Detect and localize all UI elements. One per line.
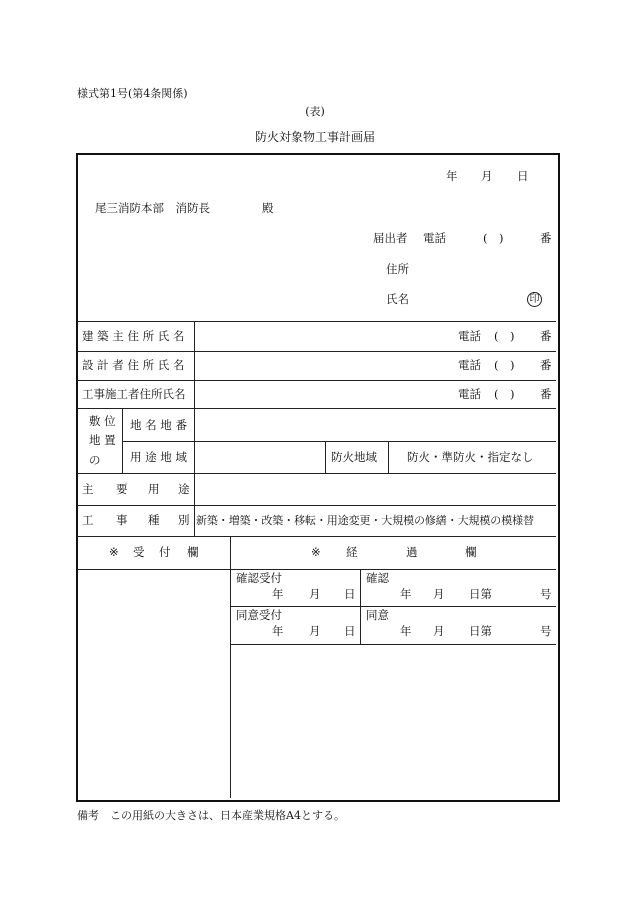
work-type-label-char: 工 [82, 513, 94, 527]
contractor-phone-suffix: 番 [540, 387, 552, 401]
submitter-label: 届出者 [373, 231, 408, 245]
work-type-label-char: 別 [178, 513, 190, 527]
consent-month: 月 [433, 624, 445, 638]
main-use-label-char: 用 [148, 482, 160, 496]
date-year: 年 [446, 169, 458, 183]
row-divider [230, 644, 556, 645]
progress-header-char: 過 [406, 545, 418, 559]
date-day: 日 [517, 169, 529, 183]
confirm-number-suffix: 号 [540, 587, 552, 601]
column-divider [122, 408, 123, 473]
seal-mark: 印 [527, 292, 542, 307]
owner-label: 建 築 主 住 所 氏 名 [82, 329, 185, 343]
designer-phone-suffix: 番 [540, 358, 552, 372]
column-divider [230, 536, 231, 798]
confirm-label: 確認 [366, 571, 389, 585]
reception-header-char: ※ [109, 545, 119, 559]
zoning-label: 用 途 地 域 [130, 450, 187, 464]
row-divider [77, 380, 556, 381]
consent-receipt-year: 年 [272, 624, 284, 638]
address-label: 住所 [386, 262, 409, 276]
form-frame [76, 153, 560, 802]
addressee: 尾三消防本部 消防長 [95, 201, 210, 215]
submitter-phone-suffix: 番 [540, 231, 552, 245]
reception-header-char: 欄 [187, 545, 199, 559]
row-divider [77, 408, 556, 409]
progress-header-char: 欄 [465, 545, 477, 559]
confirm-receipt-label: 確認受付 [236, 571, 282, 585]
row-divider [122, 441, 556, 442]
designer-phone-parens: ( ) [494, 358, 515, 372]
row-divider [77, 505, 556, 506]
contractor-label: 工事施工者住所氏名 [82, 387, 186, 401]
owner-phone-parens: ( ) [494, 329, 515, 343]
form-number: 様式第1号(第4条関係) [77, 87, 188, 100]
owner-phone-suffix: 番 [540, 329, 552, 343]
designer-phone-label: 電話 [458, 358, 481, 372]
confirm-year: 年 [400, 587, 412, 601]
row-divider [77, 351, 556, 352]
column-divider [388, 441, 389, 473]
confirm-receipt-day: 日 [344, 587, 356, 601]
work-type-label-char: 種 [148, 513, 160, 527]
confirm-receipt-year: 年 [272, 587, 284, 601]
site-group-label-line1: 敷 位 [89, 414, 116, 428]
consent-year: 年 [400, 624, 412, 638]
row-divider [77, 321, 556, 322]
consent-receipt-month: 月 [309, 624, 321, 638]
column-divider [360, 569, 361, 644]
side-label: (表) [305, 105, 325, 118]
form-title: 防火対象物工事計画届 [254, 130, 375, 144]
reception-header-char: 付 [159, 545, 171, 559]
column-divider [194, 321, 195, 536]
honorific: 殿 [262, 201, 274, 215]
fire-zone-label: 防火地域 [331, 450, 377, 464]
confirm-month: 月 [433, 587, 445, 601]
confirm-day-number: 日第 [469, 587, 492, 601]
site-group-label-line2: 地 置 [89, 433, 116, 447]
submitter-phone-parens: ( ) [483, 231, 504, 245]
owner-phone-label: 電話 [458, 329, 481, 343]
main-use-label-char: 主 [82, 482, 94, 496]
column-divider [325, 441, 326, 473]
work-type-options: 新築・増築・改築・移転・用途変更・大規模の修繕・大規模の模様替 [196, 514, 534, 527]
main-use-label-char: 途 [178, 482, 190, 496]
lot-number-label: 地 名 地 番 [130, 418, 187, 432]
row-divider [77, 569, 556, 570]
progress-header-char: 経 [346, 545, 358, 559]
main-use-label-char: 要 [116, 482, 128, 496]
contractor-phone-parens: ( ) [494, 387, 515, 401]
consent-receipt-day: 日 [344, 624, 356, 638]
designer-label: 設 計 者 住 所 氏 名 [82, 358, 185, 372]
contractor-phone-label: 電話 [458, 387, 481, 401]
row-divider [230, 606, 556, 607]
notes: 備考 この用紙の大きさは、日本産業規格A4とする。 [77, 809, 345, 822]
date-month: 月 [481, 169, 493, 183]
reception-header-char: 受 [133, 545, 145, 559]
consent-receipt-label: 同意受付 [236, 608, 282, 622]
progress-header-char: ※ [311, 545, 321, 559]
site-group-label-line3: の [89, 453, 101, 467]
confirm-receipt-month: 月 [309, 587, 321, 601]
submitter-phone-label: 電話 [423, 231, 446, 245]
row-divider [77, 536, 556, 537]
consent-day-number: 日第 [469, 624, 492, 638]
consent-number-suffix: 号 [540, 624, 552, 638]
row-divider [77, 473, 556, 474]
name-label: 氏名 [386, 292, 409, 306]
consent-label: 同意 [366, 608, 389, 622]
work-type-label-char: 事 [116, 513, 128, 527]
fire-zone-options: 防火・準防火・指定なし [407, 450, 534, 464]
